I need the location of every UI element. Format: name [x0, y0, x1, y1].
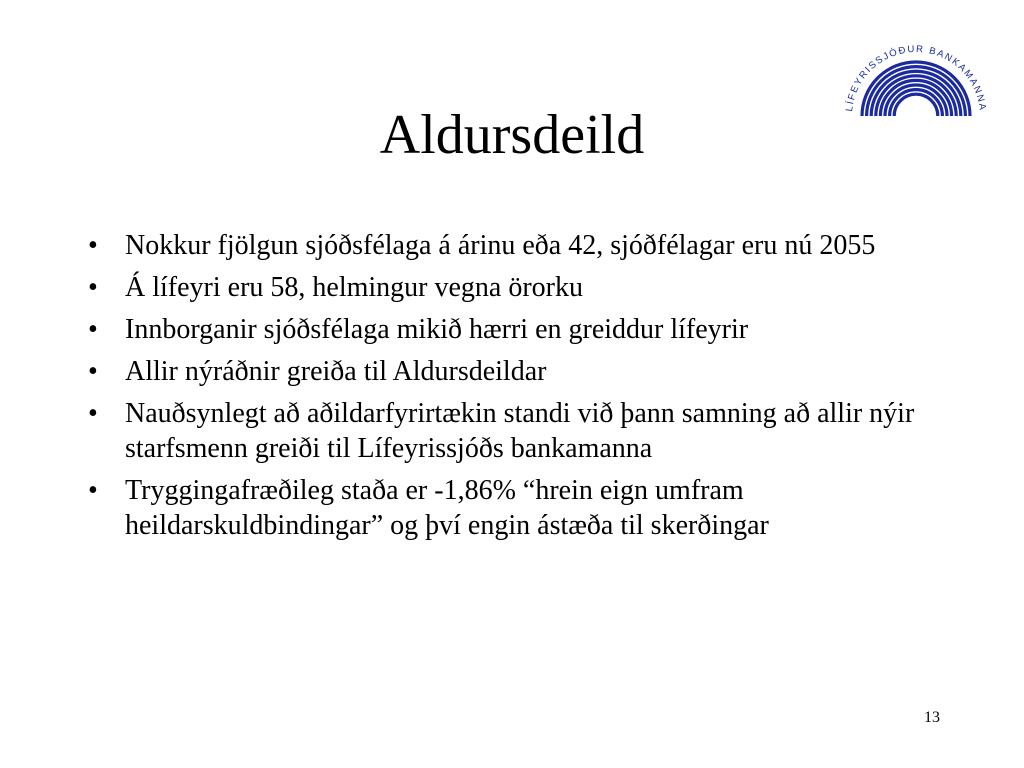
bullet-marker: •: [88, 356, 98, 387]
bullet-marker: •: [88, 475, 98, 506]
bullet-item: [88, 354, 958, 389]
bullet-item: [88, 270, 958, 305]
bullet-marker: •: [88, 398, 98, 429]
bullet-text: Innborganir sjóðsfélaga mikið hærri en greiddur lífeyrir: [125, 314, 749, 345]
bullet-text: Nokkur fjölgun sjóðsfélaga á árinu eða 42, sjóðfélagar eru nú 2055: [125, 230, 876, 261]
page-number: 13: [924, 709, 940, 726]
bullet-list: [88, 228, 958, 550]
logo-arc: [894, 94, 938, 116]
slide-title: Aldursdeild: [379, 104, 645, 166]
bullet-marker: •: [88, 272, 98, 303]
bullet-item: [88, 473, 958, 543]
bullet-item: [88, 396, 958, 466]
bullet-text: Á lífeyri eru 58, helmingur vegna örorku: [125, 272, 583, 303]
bullet-item: [88, 228, 958, 263]
logo-text: LÍFEYRISSJÓÐUR BANKAMANNA: [844, 43, 988, 113]
bullet-text: Allir nýráðnir greiða til Aldursdeildar: [125, 356, 547, 387]
bullet-item: [88, 312, 958, 347]
bullet-text: Nauðsynlegt að aðildarfyrirtækin standi við þann samning að allir nýir starfsmenn greiði til Lífeyrissjóðs bankamanna: [125, 398, 915, 464]
bullet-text: Tryggingafræðileg staða er -1,86% “hrein eign umfram heildarskuldbindingar” og því engin ástæða til skerðingar: [125, 475, 769, 541]
bullet-marker: •: [88, 230, 98, 261]
rainbow-arcs-logo-icon: [838, 36, 994, 120]
bullet-marker: •: [88, 314, 98, 345]
